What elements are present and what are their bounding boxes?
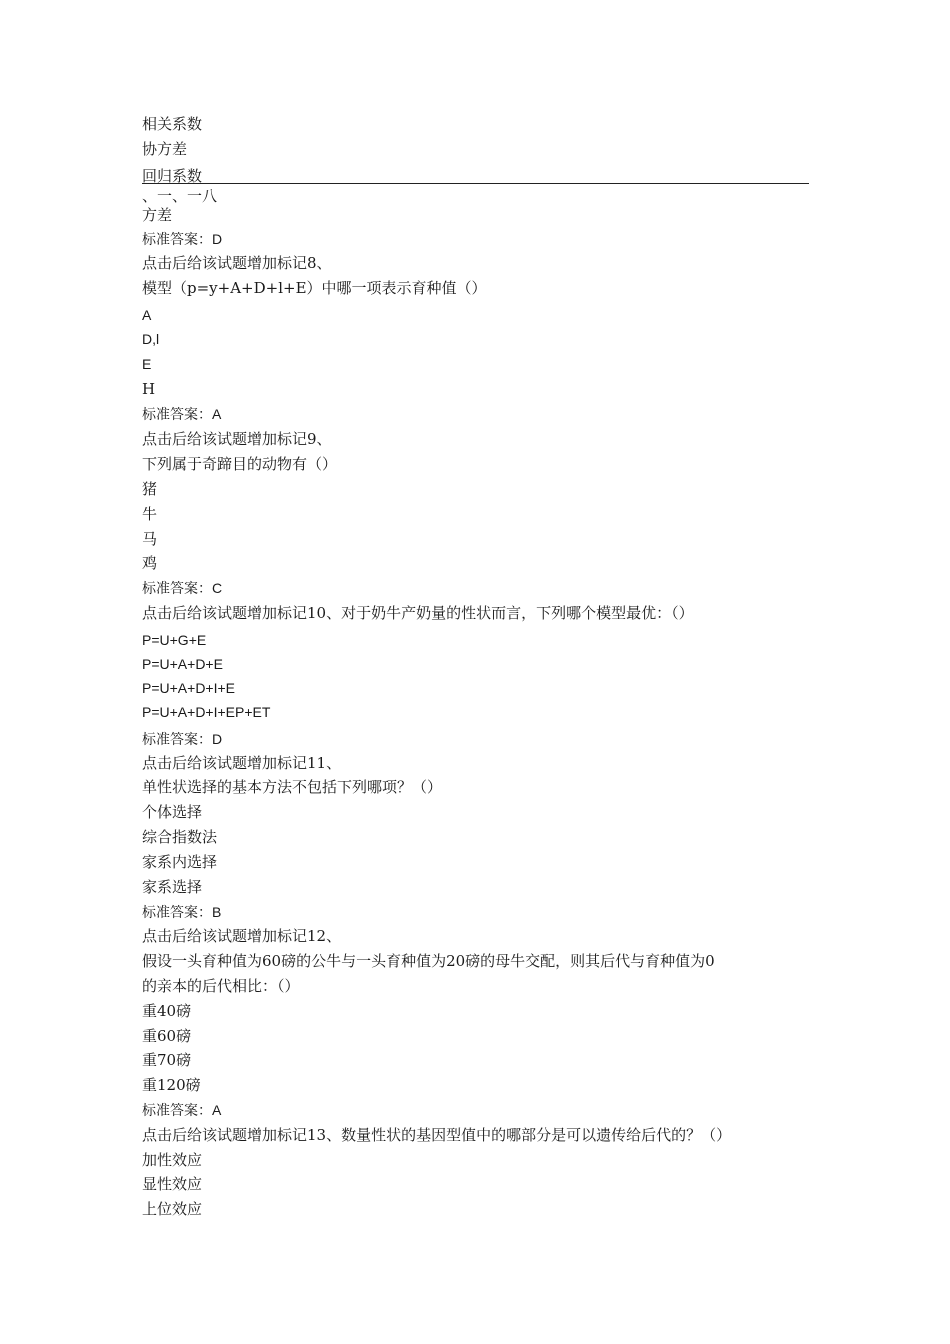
standard-answer: 标准答案：D bbox=[142, 231, 223, 247]
option-text: 上位效应 bbox=[142, 1200, 203, 1218]
standard-answer: 标准答案：C bbox=[142, 580, 223, 596]
option-text: 重40磅 bbox=[142, 1002, 192, 1020]
mark-question-link[interactable]: 点击后给该试题增加标记11、 bbox=[142, 754, 342, 772]
question-text: 下列属于奇蹄目的动物有（） bbox=[142, 455, 338, 473]
option-text: 鸡 bbox=[142, 554, 158, 572]
mark-question-link[interactable]: 点击后给该试题增加标记8、 bbox=[142, 254, 332, 272]
option-text: P=U+G+E bbox=[142, 632, 207, 648]
option-text: 相关系数 bbox=[142, 115, 203, 133]
option-text: 方差 bbox=[142, 206, 173, 224]
standard-answer: 标准答案：A bbox=[142, 1102, 222, 1118]
option-text: 家系内选择 bbox=[142, 853, 218, 871]
option-text: 猪 bbox=[142, 480, 158, 498]
option-text: 马 bbox=[142, 530, 158, 548]
option-text: 回归系数 bbox=[142, 167, 203, 185]
option-text: P=U+A+D+I+E bbox=[142, 680, 236, 696]
mark-question-link[interactable]: 点击后给该试题增加标记9、 bbox=[142, 430, 332, 448]
standard-answer: 标准答案：A bbox=[142, 406, 222, 422]
option-text: 牛 bbox=[142, 505, 158, 523]
mark-question-link[interactable]: 点击后给该试题增加标记10、对于奶牛产奶量的性状而言，下列哪个模型最优：（） bbox=[142, 604, 694, 622]
option-text: P=U+A+D+E bbox=[142, 656, 223, 672]
option-text: 加性效应 bbox=[142, 1151, 203, 1169]
option-text: 重60磅 bbox=[142, 1027, 192, 1045]
option-text: 重70磅 bbox=[142, 1051, 192, 1069]
option-text: H bbox=[142, 380, 156, 398]
horizontal-rule bbox=[142, 183, 809, 184]
standard-answer: 标准答案：B bbox=[142, 904, 222, 920]
option-text: 综合指数法 bbox=[142, 828, 218, 846]
option-text: 显性效应 bbox=[142, 1175, 203, 1193]
option-text: P=U+A+D+I+EP+ET bbox=[142, 704, 271, 720]
option-text: A bbox=[142, 307, 152, 323]
option-text: 、一、一八 bbox=[142, 187, 218, 205]
standard-answer: 标准答案：D bbox=[142, 731, 223, 747]
option-text: 协方差 bbox=[142, 140, 188, 158]
question-text: 模型（p=y+A+D+l+E）中哪一项表示育种值（） bbox=[142, 279, 487, 297]
option-text: 家系选择 bbox=[142, 878, 203, 896]
question-text: 单性状选择的基本方法不包括下列哪项？（） bbox=[142, 778, 443, 796]
option-text: D,l bbox=[142, 331, 160, 347]
question-text: 假设一头育种值为60磅的公牛与一头育种值为20磅的母牛交配，则其后代与育种值为0 bbox=[142, 952, 715, 970]
option-text: E bbox=[142, 356, 152, 372]
question-text: 的亲本的后代相比：（） bbox=[142, 977, 300, 995]
mark-question-link[interactable]: 点击后给该试题增加标记12、 bbox=[142, 927, 342, 945]
option-text: 重120磅 bbox=[142, 1076, 201, 1094]
option-text: 个体选择 bbox=[142, 803, 203, 821]
mark-question-link[interactable]: 点击后给该试题增加标记13、数量性状的基因型值中的哪部分是可以遗传给后代的？（） bbox=[142, 1126, 732, 1144]
